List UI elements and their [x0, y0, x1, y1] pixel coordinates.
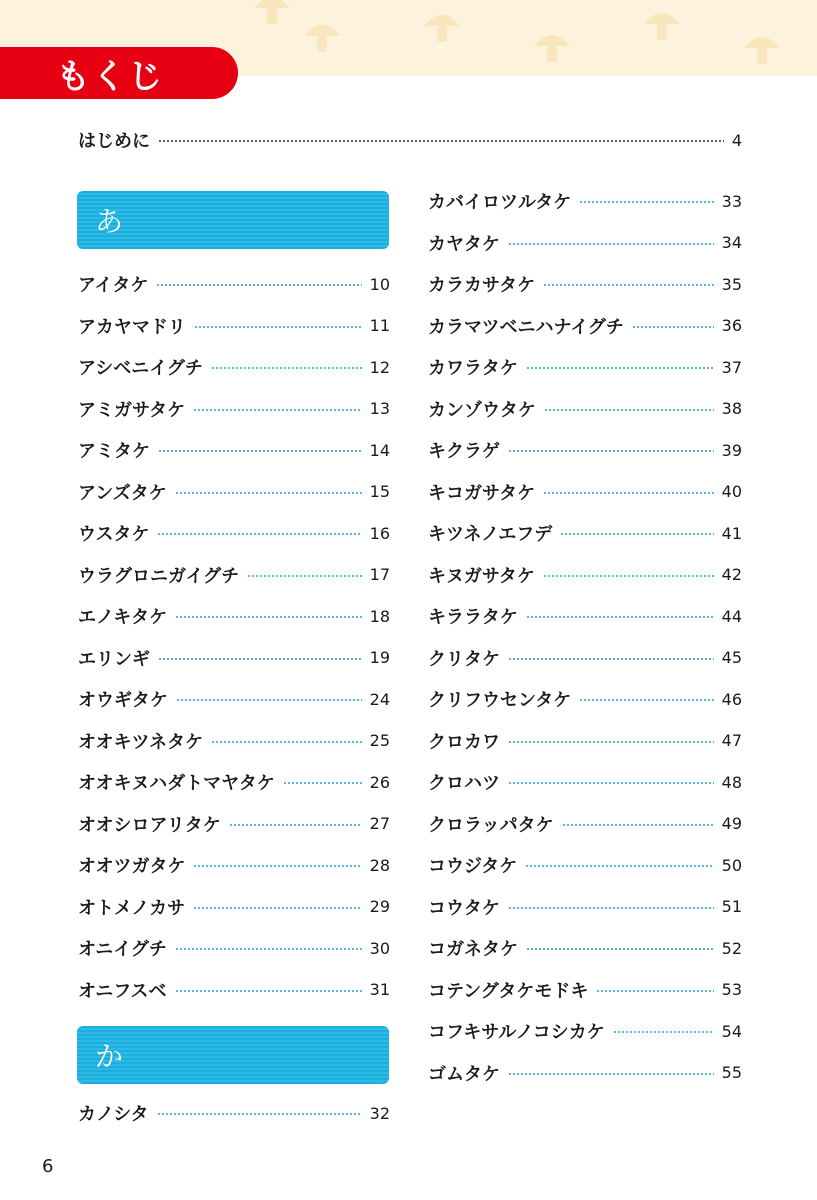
toc-entry-page: 18 — [369, 606, 390, 626]
leader-dots — [176, 699, 362, 701]
leader-dots — [157, 1113, 362, 1115]
toc-entry-page: 35 — [721, 274, 742, 294]
toc-entry[interactable] — [78, 812, 390, 836]
toc-entry[interactable] — [78, 1101, 390, 1125]
toc-entry-page: 25 — [369, 731, 390, 750]
leader-dots — [613, 1031, 714, 1033]
toc-entry[interactable] — [428, 936, 742, 960]
toc-entry-page: 34 — [721, 233, 742, 252]
toc-entry-page: 12 — [369, 357, 390, 377]
leader-dots — [525, 865, 713, 867]
leader-dots — [596, 990, 713, 992]
page-title-tab — [0, 47, 238, 99]
toc-entry-label: キクラゲ — [428, 441, 500, 462]
toc-entry-page: 16 — [369, 523, 390, 543]
toc-entry-label: クロカワ — [428, 731, 500, 753]
leader-dots — [156, 284, 361, 286]
toc-entry[interactable] — [428, 687, 742, 711]
toc-entry-page: 45 — [721, 648, 742, 667]
leader-dots — [157, 533, 361, 535]
leader-dots — [283, 782, 362, 784]
toc-entry-page: 41 — [721, 523, 742, 543]
toc-entry-label: はじめに — [78, 131, 150, 152]
toc-entry-label: コガネタケ — [428, 939, 518, 960]
toc-entry-page: 50 — [721, 855, 742, 875]
toc-entry-page: 49 — [721, 814, 742, 833]
toc-entry-label: カラマツベニハナイグチ — [428, 316, 624, 338]
toc-entry[interactable] — [428, 978, 742, 1002]
toc-entry-page: 10 — [369, 274, 390, 294]
toc-entry[interactable] — [428, 812, 742, 836]
leader-dots — [508, 741, 714, 743]
toc-entry-label: カンゾウタケ — [428, 399, 536, 421]
toc-entry[interactable] — [428, 438, 742, 462]
toc-entry-intro[interactable] — [78, 128, 742, 152]
toc-entry[interactable] — [428, 397, 742, 421]
toc-entry-page: 47 — [721, 731, 742, 750]
toc-entry-page: 28 — [369, 855, 390, 875]
toc-entry[interactable] — [78, 936, 390, 960]
toc-entry-label: ウスタケ — [78, 524, 150, 545]
leader-dots — [158, 140, 724, 142]
toc-entry-page: 33 — [721, 191, 742, 211]
toc-entry[interactable] — [428, 1019, 742, 1043]
toc-entry[interactable] — [78, 438, 390, 462]
toc-entry-label: オオキヌハダトマヤタケ — [78, 773, 275, 794]
mushroom-icon — [250, 0, 294, 30]
toc-entry-label: クロラッパタケ — [428, 814, 554, 836]
toc-entry-page: 44 — [721, 606, 742, 626]
leader-dots — [508, 1073, 714, 1075]
toc-entry-label: キララタケ — [428, 607, 518, 628]
toc-entry-label: クリフウセンタケ — [428, 690, 572, 711]
toc-entry[interactable] — [428, 480, 742, 504]
toc-entry[interactable] — [428, 729, 742, 753]
leader-dots — [508, 243, 714, 245]
leader-dots — [193, 409, 362, 411]
leader-dots — [544, 409, 714, 411]
toc-entry[interactable] — [428, 521, 742, 545]
toc-entry[interactable] — [78, 687, 390, 711]
toc-entry-page: 31 — [369, 980, 390, 999]
toc-entry-page: 14 — [369, 440, 390, 460]
toc-entry-page: 29 — [369, 897, 390, 916]
leader-dots — [211, 367, 362, 369]
toc-entry-label: オオツガタケ — [78, 856, 186, 877]
toc-entry[interactable] — [78, 480, 390, 504]
leader-dots — [526, 367, 714, 369]
toc-entry-label: カラカサタケ — [428, 275, 536, 296]
toc-entry-page: 40 — [721, 482, 742, 501]
toc-entry-page: 32 — [369, 1103, 390, 1123]
toc-entry-label: アイタケ — [78, 275, 149, 296]
toc-entry-label: キヌガサタケ — [428, 565, 535, 587]
toc-entry-page: 36 — [721, 316, 742, 335]
toc-entry-page: 48 — [721, 772, 742, 792]
toc-entry[interactable] — [428, 646, 742, 670]
leader-dots — [175, 948, 362, 950]
toc-entry[interactable] — [78, 521, 390, 545]
toc-entry-page: 17 — [369, 565, 390, 584]
toc-entry[interactable] — [428, 272, 742, 296]
leader-dots — [247, 575, 362, 577]
toc-entry-page: 11 — [369, 316, 390, 335]
toc-entry-page: 30 — [369, 938, 390, 958]
toc-entry[interactable] — [78, 646, 390, 670]
mushroom-icon — [420, 4, 464, 48]
toc-entry-label: オニフスベ — [78, 980, 167, 1002]
toc-entry-label: オトメノカサ — [78, 897, 186, 919]
toc-entry-page: 19 — [369, 648, 390, 667]
toc-entry-page: 26 — [369, 772, 390, 792]
toc-entry-label: クロハツ — [428, 773, 500, 794]
mushroom-icon — [530, 24, 574, 68]
leader-dots — [193, 865, 361, 867]
leader-dots — [229, 824, 362, 826]
leader-dots — [579, 699, 713, 701]
page-title: もくじ — [56, 56, 164, 97]
toc-entry-label: オウギタケ — [78, 690, 168, 711]
toc-entry-label: クリタケ — [428, 648, 500, 670]
leader-dots — [508, 907, 714, 909]
leader-dots — [175, 492, 362, 494]
toc-entry-label: コウジタケ — [428, 856, 518, 877]
leader-dots — [526, 948, 714, 950]
toc-entry-label: コテングタケモドキ — [428, 980, 589, 1002]
leader-dots — [543, 284, 714, 286]
toc-entry-page: 42 — [721, 565, 742, 584]
toc-entry[interactable] — [78, 272, 390, 296]
leader-dots — [560, 533, 713, 535]
toc-entry[interactable] — [78, 729, 390, 753]
toc-entry-label: アミガサタケ — [78, 399, 186, 421]
toc-entry[interactable] — [428, 604, 742, 628]
toc-entry-page: 13 — [369, 399, 390, 418]
toc-entry-page: 53 — [721, 980, 742, 999]
toc-entry-page: 55 — [721, 1063, 742, 1082]
toc-entry-label: カバイロツルタケ — [428, 192, 572, 213]
toc-entry-label: カノシタ — [78, 1104, 149, 1125]
leader-dots — [175, 990, 362, 992]
mushroom-icon — [300, 14, 344, 58]
toc-entry-label: キコガサタケ — [428, 482, 536, 504]
toc-entry[interactable] — [428, 231, 742, 255]
leader-dots — [543, 575, 714, 577]
leader-dots — [158, 658, 362, 660]
toc-entry[interactable] — [428, 770, 742, 794]
toc-entry-label: コフキサルノコシカケ — [428, 1022, 605, 1043]
toc-entry-label: アシベニイグチ — [78, 358, 203, 379]
leader-dots — [158, 450, 362, 452]
toc-entry-label: アカヤマドリ — [78, 316, 186, 338]
section-header-a — [77, 191, 389, 249]
toc-entry[interactable] — [78, 978, 390, 1002]
toc-entry-page: 37 — [721, 357, 742, 377]
toc-entry[interactable] — [428, 189, 742, 213]
toc-entry[interactable] — [428, 853, 742, 877]
leader-dots — [194, 326, 362, 328]
toc-entry-page: 15 — [369, 482, 390, 501]
leader-dots — [632, 326, 714, 328]
leader-dots — [508, 782, 714, 784]
toc-entry[interactable] — [428, 563, 742, 587]
mushroom-icon — [740, 26, 784, 70]
toc-entry-label: オオシロアリタケ — [78, 814, 221, 836]
toc-entry-page: 39 — [721, 440, 742, 460]
toc-entry-page: 38 — [721, 399, 742, 418]
toc-entry-page: 51 — [721, 897, 742, 916]
leader-dots — [175, 616, 362, 618]
toc-entry-label: オオキツネタケ — [78, 731, 204, 753]
leader-dots — [211, 741, 362, 743]
toc-entry-label: アミタケ — [78, 441, 150, 462]
toc-entry-label: カヤタケ — [428, 233, 500, 255]
leader-dots — [508, 658, 714, 660]
toc-entry[interactable] — [78, 355, 390, 379]
section-header-label: あ — [95, 205, 124, 238]
leader-dots — [562, 824, 714, 826]
toc-entry[interactable] — [428, 895, 742, 919]
toc-entry[interactable] — [78, 397, 390, 421]
toc-entry-page: 46 — [721, 689, 742, 709]
page-number: 6 — [42, 1156, 54, 1177]
toc-entry-label: エリンギ — [78, 648, 150, 670]
toc-entry[interactable] — [78, 770, 390, 794]
leader-dots — [193, 907, 362, 909]
toc-entry-label: カワラタケ — [428, 358, 518, 379]
toc-entry-label: エノキタケ — [78, 607, 168, 628]
toc-entry-label: オニイグチ — [78, 939, 167, 960]
mushroom-icon — [640, 2, 684, 46]
toc-entry[interactable] — [428, 1061, 742, 1085]
toc-entry-page: 54 — [721, 1021, 742, 1041]
leader-dots — [508, 450, 714, 452]
toc-entry-label: コウタケ — [428, 897, 500, 919]
toc-entry-label: ウラグロニガイグチ — [78, 565, 240, 587]
toc-entry[interactable] — [78, 314, 390, 338]
leader-dots — [579, 201, 713, 203]
leader-dots — [543, 492, 714, 494]
leader-dots — [526, 616, 714, 618]
toc-entry[interactable] — [78, 853, 390, 877]
toc-entry-label: キツネノエフデ — [428, 524, 553, 545]
toc-entry-page: 52 — [721, 938, 742, 958]
toc-entry-page: 4 — [731, 130, 742, 150]
section-header-label: か — [95, 1040, 124, 1073]
toc-entry[interactable] — [78, 604, 390, 628]
toc-entry-label: ゴムタケ — [428, 1063, 500, 1085]
section-header-ka — [77, 1026, 389, 1084]
toc-entry[interactable] — [78, 563, 390, 587]
toc-entry-page: 24 — [369, 689, 390, 709]
toc-entry-page: 27 — [369, 814, 390, 833]
toc-entry[interactable] — [428, 355, 742, 379]
toc-entry-label: アンズタケ — [78, 482, 167, 504]
toc-entry[interactable] — [428, 314, 742, 338]
toc-entry[interactable] — [78, 895, 390, 919]
